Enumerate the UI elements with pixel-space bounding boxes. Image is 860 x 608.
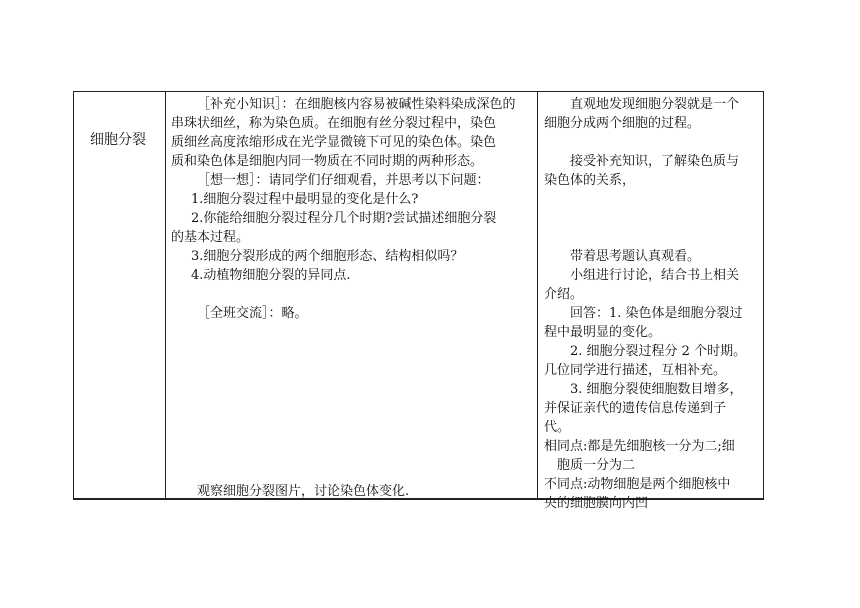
text-line: 细胞分成两个细胞的过程。 [544, 116, 701, 131]
text-line: 2. 细胞分裂过程分 2 个时期。 [570, 344, 747, 359]
text-line: 介绍。 [544, 287, 584, 302]
teacher-activity-cell [165, 92, 537, 498]
text-line: 几位同学进行描述，互相补充。 [544, 363, 727, 378]
text-line: ［补充小知识］：在细胞核内容易被碱性染料染成深色的 [197, 97, 516, 112]
text-line: 胞质一分为二 [557, 458, 636, 473]
lesson-table [73, 91, 764, 511]
text-line: 代。 [544, 420, 571, 435]
bottom-note: 观察细胞分裂图片，讨论染色体变化. [197, 484, 410, 499]
text-line: 接受补充知识，了解染色质与 [570, 154, 740, 169]
text-line: 小组进行讨论，结合书上相关 [570, 268, 740, 283]
text-line: 并保证亲代的遗传信息传递到子 [544, 401, 727, 416]
text-line: 串珠状细丝，称为染色质。在细胞有丝分裂过程中，染色 [171, 116, 497, 131]
text-line: 质和染色体是细胞内同一物质在不同时期的两种形态。 [171, 154, 484, 169]
text-line: 央的细胞膜向内凹 [544, 496, 649, 511]
text-line: 质细丝高度浓缩形成在光学显微镜下可见的染色体。染色 [171, 135, 497, 150]
student-activity-cell [537, 92, 764, 511]
question-item: 1.细胞分裂过程中最明显的变化是什么? [191, 192, 419, 207]
text-line: 3. 细胞分裂使细胞数目增多， [570, 382, 743, 397]
question-item: 3.细胞分裂形成的两个细胞形态、结构相似吗？ [191, 249, 464, 264]
text-line: 的基本过程。 [171, 230, 250, 245]
question-item: 2.你能给细胞分裂过程分几个时期?尝试描述细胞分裂 [191, 211, 497, 226]
text-line: 回答：1. 染色体是细胞分裂过 [570, 306, 743, 321]
text-line: 程中最明显的变化。 [544, 325, 662, 340]
text-line: 带着思考题认真观看。 [570, 249, 701, 264]
text-line: 不同点:动物细胞是两个细胞核中 [544, 477, 731, 492]
text-line: ［想一想］：请同学们仔细观看，并思考以下问题： [197, 173, 490, 188]
row-label: 细胞分裂 [90, 132, 146, 148]
question-item: 4.动植物细胞分裂的异同点. [191, 268, 351, 283]
text-line: 直观地发现细胞分裂就是一个 [570, 97, 740, 112]
text-line: 染色体的关系， [544, 173, 636, 188]
text-line: ［全班交流］：略。 [197, 306, 308, 321]
row-label-cell [74, 92, 165, 498]
text-line: 相同点:都是先细胞核一分为二;细 [544, 439, 735, 454]
